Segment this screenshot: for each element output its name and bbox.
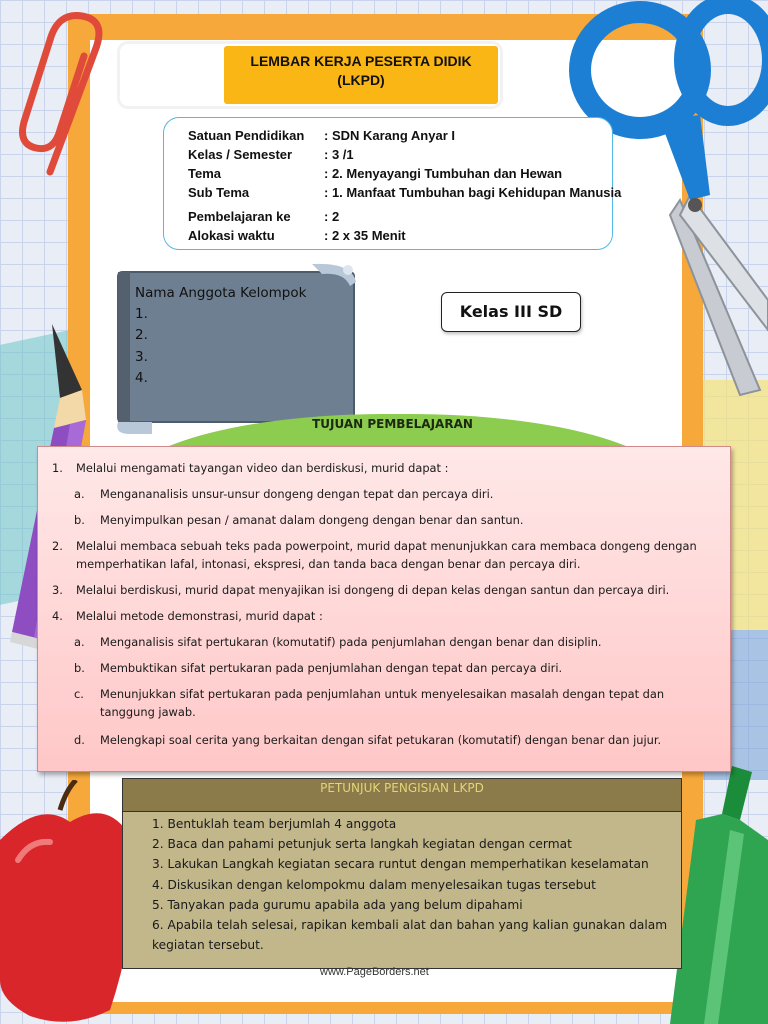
objective-text: Melalui membaca sebuah teks pada powerpoint, murid dapat menunjukkan cara membaca dongeng dengan memperhatikan lafal, intonasi, ekspresi, dan tanda baca dengan benar dan percaya diri. xyxy=(76,539,697,571)
info-value: : 2 x 35 Menit xyxy=(324,228,406,243)
objective-text: Melalui metode demonstrasi, murid dapat : xyxy=(76,609,323,623)
paperclip-icon xyxy=(10,12,130,182)
info-label: Alokasi waktu xyxy=(188,228,275,243)
info-label: Sub Tema xyxy=(188,185,250,200)
title-line-2: (LKPD) xyxy=(337,72,385,88)
objective-text: Menganalisis sifat pertukaran (komutatif) pada penjumlahan dengan benar dan disiplin. xyxy=(100,635,602,649)
objective-text: Menyimpulkan pesan / amanat dalam dongeng dengan benar dan santun. xyxy=(100,513,524,527)
info-value: : 2. Menyayangi Tumbuhan dan Hewan xyxy=(324,166,563,181)
group-heading: Nama Anggota Kelompok xyxy=(135,285,307,301)
instruction-item: 5. Tanyakan pada gurumu apabila ada yang belum dipahami xyxy=(152,897,523,912)
class-label: Kelas III SD xyxy=(441,292,581,332)
objective-number: 1. xyxy=(52,461,63,475)
member-slot-4[interactable]: 4. xyxy=(135,369,148,386)
member-slot-1[interactable]: 1. xyxy=(135,306,148,323)
objective-text: Melalui mengamati tayangan video dan berdiskusi, murid dapat : xyxy=(76,461,449,475)
page-title xyxy=(224,52,498,90)
info-label: Kelas / Semester xyxy=(188,147,293,162)
member-slot-3[interactable]: 3. xyxy=(135,348,148,365)
objective-letter: c. xyxy=(74,687,84,701)
instructions-list xyxy=(152,814,682,955)
instruction-item: 1. Bentuklah team berjumlah 4 anggota xyxy=(152,817,397,831)
objective-text: Melengkapi soal cerita yang berkaitan dengan sifat petukaran (komutatif) dengan benar dan jujur. xyxy=(100,733,662,747)
instruction-item: 2. Baca dan pahami petunjuk serta langkah kegiatan dengan cermat xyxy=(152,837,572,852)
objective-number: 4. xyxy=(52,609,63,623)
info-label: Satuan Pendidikan xyxy=(188,128,305,143)
objectives-box xyxy=(37,446,731,772)
objective-text: Melalui berdiskusi, murid dapat menyajikan isi dongeng di depan kelas dengan santun dan percaya diri. xyxy=(76,583,670,597)
instructions-title: PETUNJUK PENGISIAN LKPD xyxy=(320,781,484,795)
objective-letter: a. xyxy=(74,487,85,501)
objective-text: Menunjukkan sifat pertukaran pada penjumlahan untuk menyelesaikan masalah dengan tepat dan tanggung jawab. xyxy=(100,687,665,719)
objective-number: 2. xyxy=(52,539,63,553)
objective-letter: b. xyxy=(74,513,85,527)
info-value: : 1. Manfaat Tumbuhan bagi Kehidupan Manusia xyxy=(324,185,622,200)
tujuan-title: TUJUAN PEMBELAJARAN xyxy=(312,417,473,431)
info-value: : 2 xyxy=(324,209,340,224)
apple-icon xyxy=(0,780,135,1024)
title-line-1: LEMBAR KERJA PESERTA DIDIK xyxy=(250,53,472,69)
objective-number: 3. xyxy=(52,583,63,597)
instruction-item: 4. Diskusikan dengan kelompokmu dalam menyelesaikan tugas tersebut xyxy=(152,877,596,892)
member-slot-2[interactable]: 2. xyxy=(135,327,148,344)
objective-letter: d. xyxy=(74,733,85,747)
instruction-item: 6. Apabila telah selesai, rapikan kembali alat dan bahan yang kalian gunakan dalam kegiatan tersebut. xyxy=(152,918,668,953)
objective-text: Mengananalisis unsur-unsur dongeng dengan tepat dan percaya diri. xyxy=(100,487,494,501)
info-label: Pembelajaran ke xyxy=(188,209,291,224)
objective-letter: b. xyxy=(74,661,85,675)
info-value: : SDN Karang Anyar I xyxy=(324,128,455,143)
group-members xyxy=(135,283,306,389)
info-label: Tema xyxy=(188,166,221,181)
info-value: : 3 /1 xyxy=(324,147,354,162)
footer-credit[interactable]: www.PageBorders.net xyxy=(320,966,429,978)
objective-text: Membuktikan sifat pertukaran pada penjumlahan dengan tepat dan percaya diri. xyxy=(100,661,563,675)
objective-letter: a. xyxy=(74,635,85,649)
instruction-item: 3. Lakukan Langkah kegiatan secara runtut dengan memperhatikan keselamatan xyxy=(152,857,649,872)
